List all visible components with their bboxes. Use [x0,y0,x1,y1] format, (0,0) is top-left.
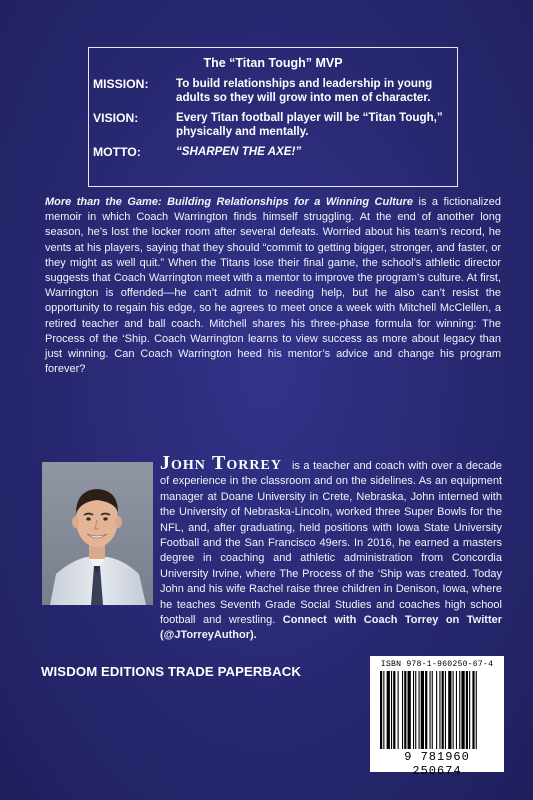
barcode-bar [425,671,427,749]
barcode-bar [383,671,384,749]
barcode-bar [393,671,395,749]
barcode-bar [421,671,424,749]
barcode-bar [432,671,433,749]
barcode-bar [419,671,420,749]
barcode-bar [439,671,440,749]
author-bio [160,452,503,644]
isbn-digits: 9 781960 250674 [404,750,470,778]
motto-label: MOTTO: [93,145,141,159]
barcode-box [370,656,504,778]
book-title: More than the Game: Building Relationships for a Winning Culture [45,196,414,208]
vision-row [93,111,447,139]
barcode-bar [469,671,470,749]
blurb-text: is a fictionalized memoir in which Coach Warrington finds himself struggling. At the end of another long season, he’s lost the locker room after several defeats. Worried about his team’s record, he vents at his players, saying that they should “commit to getting bigger, stronger, and faster, or they might as well quit.” When the Titans lose their final game, the school’s athletic director suggests that Coach Warrington meet with a mentor to improve the program’s culture. At first, Warrington is offended—he can’t admit to needing help, but he also can’t resist the opportunity to regain his edge, so he agrees to meet once a week with Mitchell McClellen, a retired teacher and ball coach. Mitchell shares his three-phase formula for winning: The Process of the ‘Ship. Coach Warrington learns to view success as more about legacy than just winning. Can Coach Warrington heed his mentor’s advice and change his program forever? [45,196,501,376]
barcode-bar [408,671,411,749]
barcode-bar [391,671,392,749]
barcode-bar [466,671,468,749]
barcode-bar [430,671,431,749]
barcode-bar [453,671,454,749]
barcode-icon [376,671,498,749]
barcode-bar [442,671,444,749]
barcode-bar [448,671,451,749]
book-blurb [45,195,501,377]
barcode-bar [472,671,474,749]
barcode-bar [436,671,437,749]
barcode-bar [476,671,477,749]
barcode-bar [461,671,464,749]
mission-text: To build relationships and leadership in young adults so they will grow into men of character. [176,77,433,104]
motto-row [93,145,447,159]
vision-text: Every Titan football player will be “Titan Tough,” physically and mentally. [176,111,443,138]
barcode-bar [402,671,403,749]
barcode-bar [456,671,457,749]
author-connect-link[interactable]: Connect with Coach Torrey on Twitter (@JTorreyAuthor). [160,614,503,642]
barcode-bar [398,671,399,749]
barcode-bar [387,671,390,749]
vision-label: VISION: [93,111,139,125]
mvp-box [88,47,458,187]
barcode-bar [404,671,406,749]
motto-text: “SHARPEN THE AXE!” [176,145,302,158]
author-name: John Torrey [160,452,282,474]
mission-row [93,77,447,105]
mission-label: MISSION: [93,77,149,91]
author-photo [42,462,153,605]
barcode-bar [380,671,382,749]
publisher-label: WISDOM EDITIONS TRADE PAPERBACK [41,664,302,679]
author-portrait-image [42,462,153,605]
mvp-title: The “Titan Tough” MVP [203,56,343,70]
barcode-bar [415,671,416,749]
barcode-bar [445,671,446,749]
isbn-top-text: ISBN 978-1-960250-67-4 [380,660,494,669]
barcode-bar [459,671,460,749]
author-bio-text: is a teacher and coach with over a decade of experience in the classroom and on the sidelines. As an equipment manager at Doane University in Crete, Nebraska, John interned with the University of Nebraska-Lincoln, worked three Super Bowls for the NFL, and, after graduating, held positions with Iowa State University Football and the San Francisco 49ers. In 2016, he earned a masters degree in coaching and athletic administration from Concordia University Irvine, where The Process of the ‘Ship was created. Today John and his wife Rachel raise three children in Denison, Iowa, where he teaches Seventh Grade Social Studies and coaches high school football and wrestling. [160,460,502,627]
barcode-bar [413,671,414,749]
